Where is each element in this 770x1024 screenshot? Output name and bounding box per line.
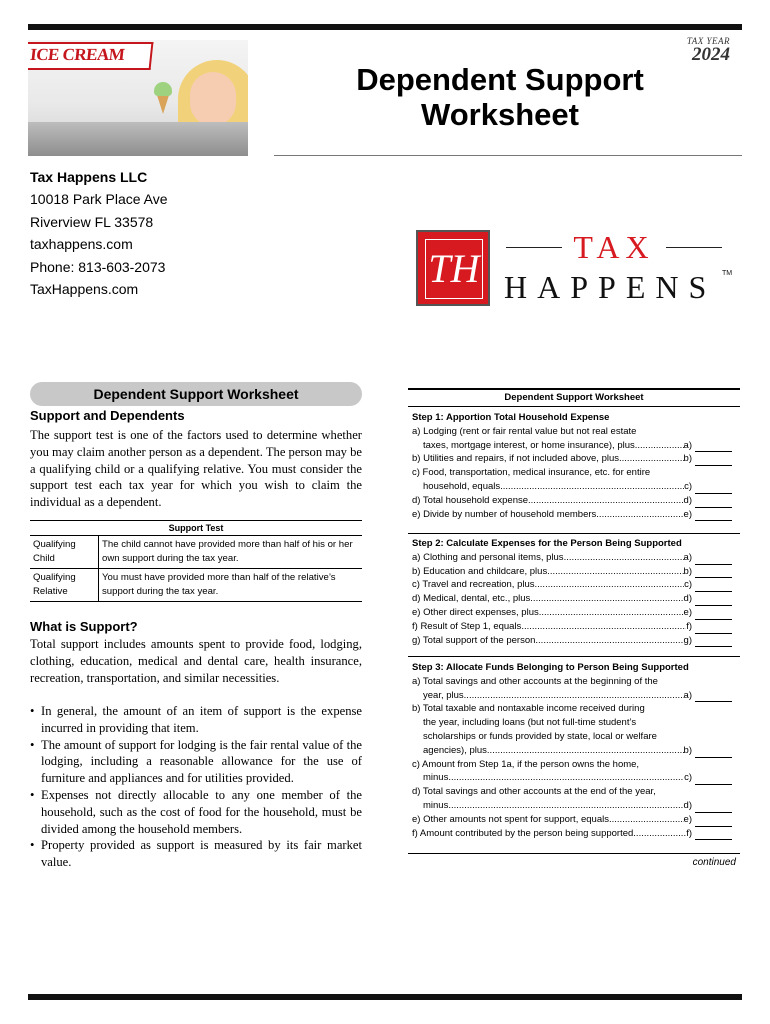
step-2f-field[interactable]	[695, 622, 732, 634]
step-2-line-a: a) Clothing and personal items, plus ..... a)	[412, 551, 732, 565]
tax-year-label: TAX YEAR	[686, 36, 730, 46]
step-2-line-g: g) Total support of the person ..... g)	[412, 634, 732, 648]
step-3-line-a-cont: year, plus ..... a)	[412, 689, 732, 703]
logo-monogram: TH	[416, 230, 490, 306]
step-3	[412, 661, 732, 840]
step-2b-field[interactable]	[695, 566, 732, 578]
worksheet-title: Dependent Support Worksheet	[504, 392, 644, 403]
step-3d-field[interactable]	[695, 801, 732, 813]
step-2-line-c: c) Travel and recreation, plus ..... c)	[412, 578, 732, 592]
logo-tax: TAX	[506, 230, 722, 264]
support-test-table	[30, 535, 362, 602]
bottom-rule	[28, 994, 742, 1000]
step-3-line-b-2: the year, including loans (but not full-time student’s	[423, 717, 637, 729]
step-1b-field[interactable]	[695, 454, 732, 466]
step-1	[412, 411, 732, 521]
worksheet-top-rule	[408, 388, 740, 390]
step-3-line-d-cont: minus ..... d)	[412, 799, 732, 813]
firm-website: taxhappens.com	[30, 236, 133, 253]
step-3f-field[interactable]	[695, 828, 732, 840]
title-rule	[274, 155, 742, 156]
step-1-line-c: c) Food, transportation, medical insurance, etc. for entire	[412, 467, 651, 479]
firm-info	[30, 166, 168, 300]
step-3-line-d: d) Total savings and other accounts at the end of the year,	[412, 786, 656, 798]
step-2-line-e: e) Other direct expenses, plus ..... e)	[412, 606, 732, 620]
step-3e-field[interactable]	[695, 815, 732, 827]
step-1d-field[interactable]	[695, 496, 732, 508]
list-item: • Property provided as support is measured by its fair market value.	[30, 837, 362, 871]
logo-trademark: TM	[722, 270, 733, 277]
step-3a-field[interactable]	[695, 690, 732, 702]
step-2-heading: Step 2: Calculate Expenses for the Person Being Supported	[412, 538, 682, 549]
list-item: • Expenses not directly allocable to any one member of the household, such as the cost of food for the household, must be divided among the household members.	[30, 787, 362, 837]
what-is-support-heading: What is Support?	[30, 619, 138, 634]
step-3-heading: Step 3: Allocate Funds Belonging to Person Being Supported	[412, 662, 689, 673]
step-1-line-a-cont: taxes, mortgage interest, or home insurance), plus ..... a)	[412, 439, 732, 453]
step-1-line-d: d) Total household expense. ..... d)	[412, 494, 732, 508]
step-1e-field[interactable]	[695, 509, 732, 521]
worksheet-title-rule	[408, 406, 740, 407]
step-2g-field[interactable]	[695, 635, 732, 647]
step-3-line-c: c) Amount from Step 1a, if the person owns the home,	[412, 758, 640, 770]
firm-name: Tax Happens LLC	[30, 169, 148, 185]
support-paragraph: The support test is one of the factors used to determine whether you may claim another person as a dependent. The person may be a qualifying child or a qualifying relative. You must consider the support test each tax year for which you wish to claim the individual as a dependent.	[30, 428, 362, 510]
list-item: • In general, the amount of an item of support is the expense incurred in providing that item.	[30, 703, 362, 737]
support-test-header: Support Test	[30, 520, 362, 535]
table-row: Qualifying Relative You must have provided more than half of the relative’s support during the tax year.	[30, 569, 362, 602]
step-3b-field[interactable]	[695, 746, 732, 758]
ice-cream-sign: ICE CREAM	[28, 42, 153, 70]
step-3-line-a: a) Total savings and other accounts at the beginning of the	[412, 675, 658, 687]
step-2e-field[interactable]	[695, 608, 732, 620]
worksheet-bottom-rule	[408, 853, 740, 854]
top-rule	[28, 24, 742, 30]
step-divider	[408, 656, 740, 657]
firm-phone: Phone: 813-603-2073	[30, 258, 166, 275]
step-3-line-b: b) Total taxable and nontaxable income received during	[412, 703, 645, 715]
support-bullets	[30, 703, 362, 871]
support-heading: Support and Dependents	[30, 408, 185, 423]
tax-year: 2024	[692, 44, 730, 65]
firm-address-1: 10018 Park Place Ave	[30, 191, 168, 208]
step-3-line-b-4: agencies), plus ..... b)	[412, 744, 732, 758]
step-divider	[408, 533, 740, 534]
step-2-line-d: d) Medical, dental, etc., plus ..... d)	[412, 592, 732, 606]
logo-happens: HAPPENS	[504, 269, 717, 305]
step-3c-field[interactable]	[695, 773, 732, 785]
step-3-line-e: e) Other amounts not spent for support, equals ..... e)	[412, 813, 732, 827]
header-photo	[28, 40, 248, 156]
step-1c-field[interactable]	[695, 482, 732, 494]
step-3-line-b-3: scholarships or funds provided by state, local or welfare	[423, 730, 657, 742]
step-1-line-b: b) Utilities and repairs, if not included above, plus ..... b)	[412, 452, 732, 466]
step-2	[412, 537, 732, 647]
step-1-line-a: a) Lodging (rent or fair rental value but not real estate	[412, 425, 637, 437]
step-2d-field[interactable]	[695, 594, 732, 606]
step-3-line-c-cont: minus ..... c)	[412, 771, 732, 785]
table-row: Qualifying Child The child cannot have provided more than half of his or her own support during the tax year.	[30, 536, 362, 569]
section-title-pill: Dependent Support Worksheet	[30, 382, 362, 406]
step-2a-field[interactable]	[695, 553, 732, 565]
step-2c-field[interactable]	[695, 580, 732, 592]
page-title: Dependent Support Worksheet	[356, 62, 644, 132]
list-item: • The amount of support for lodging is the fair rental value of the lodging, including a reasonable allowance for the use of furniture and appliances and for utilities provided.	[30, 737, 362, 787]
what-is-support-paragraph: Total support includes amounts spent to provide food, lodging, clothing, education, medical and dental care, health insurance, recreation, transportation, and similar necessities.	[30, 637, 362, 685]
continued-note: continued	[692, 857, 736, 868]
step-2-line-b: b) Education and childcare, plus ..... b)	[412, 565, 732, 579]
firm-address-2: Riverview FL 33578	[30, 213, 154, 230]
step-1-line-c-cont: household, equals ..... c)	[412, 480, 732, 494]
firm-website-2: TaxHappens.com	[30, 281, 139, 298]
step-1-line-e: e) Divide by number of household members ..... e)	[412, 508, 732, 522]
step-2-line-f: f) Result of Step 1, equals ..... f)	[412, 620, 732, 634]
step-1a-field[interactable]	[695, 440, 732, 452]
step-3-line-f: f) Amount contributed by the person being supported ..... f)	[412, 827, 732, 841]
step-1-heading: Step 1: Apportion Total Household Expense	[412, 412, 610, 423]
